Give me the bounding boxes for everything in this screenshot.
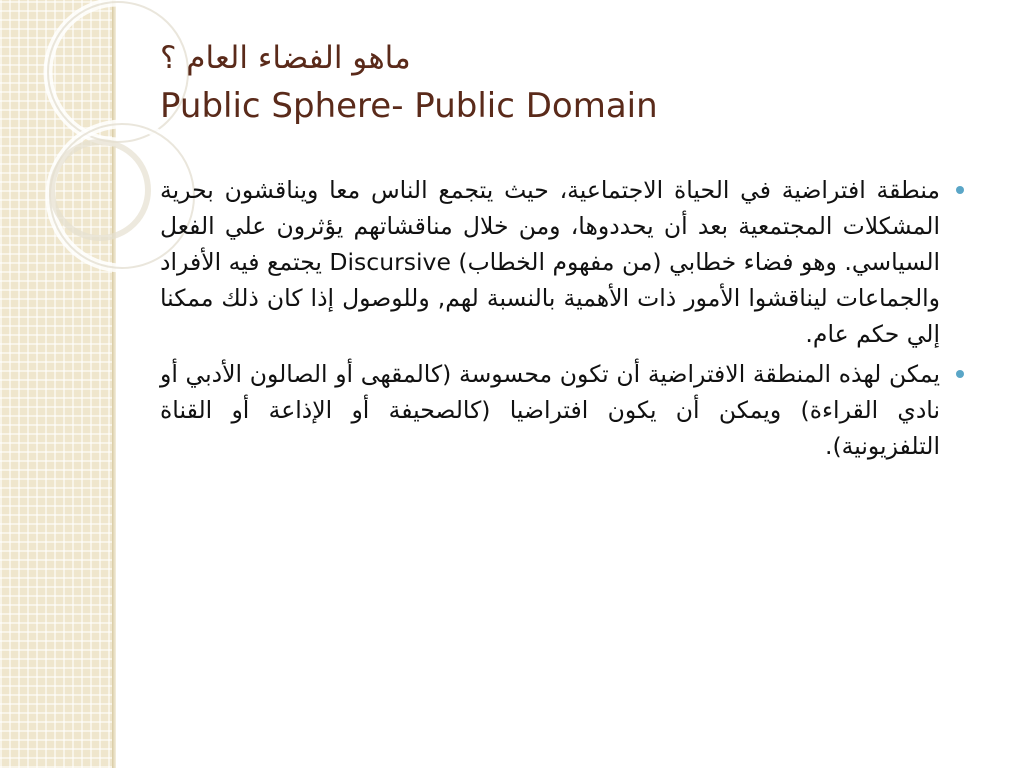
title-arabic: ماهو الفضاء العام ؟ <box>160 40 411 76</box>
title-english: Public Sphere- Public Domain <box>160 86 658 126</box>
list-item <box>160 356 976 464</box>
bullet-dot-icon <box>956 186 964 194</box>
slide-title <box>160 38 860 128</box>
bullet-text: منطقة افتراضية في الحياة الاجتماعية، حيث يتجمع الناس معا ويناقشون بحرية المشكلات المجتمعية بعد أن يحددوها، ومن خلال مناقشاتهم يؤثرون علي الفعل السياسي. وهو فضاء خطابي (من مفهوم الخطاب) Discursive يجتمع فيه الأفراد والجماعات ليناقشوا الأمور ذات الأهمية بالنسبة لهم, وللوصول إذا كان ذلك ممكنا إلي حكم عام. <box>160 176 941 348</box>
list-item <box>160 172 976 352</box>
bullet-text: يمكن لهذه المنطقة الافتراضية أن تكون محسوسة (كالمقهى أو الصالون الأدبي أو نادي القراءة) ويمكن أن يكون افتراضيا (كالصحيفة أو الإذاعة أو القناة التلفزيونية). <box>160 360 940 460</box>
bullet-dot-icon <box>956 370 964 378</box>
bullet-list <box>160 172 976 468</box>
